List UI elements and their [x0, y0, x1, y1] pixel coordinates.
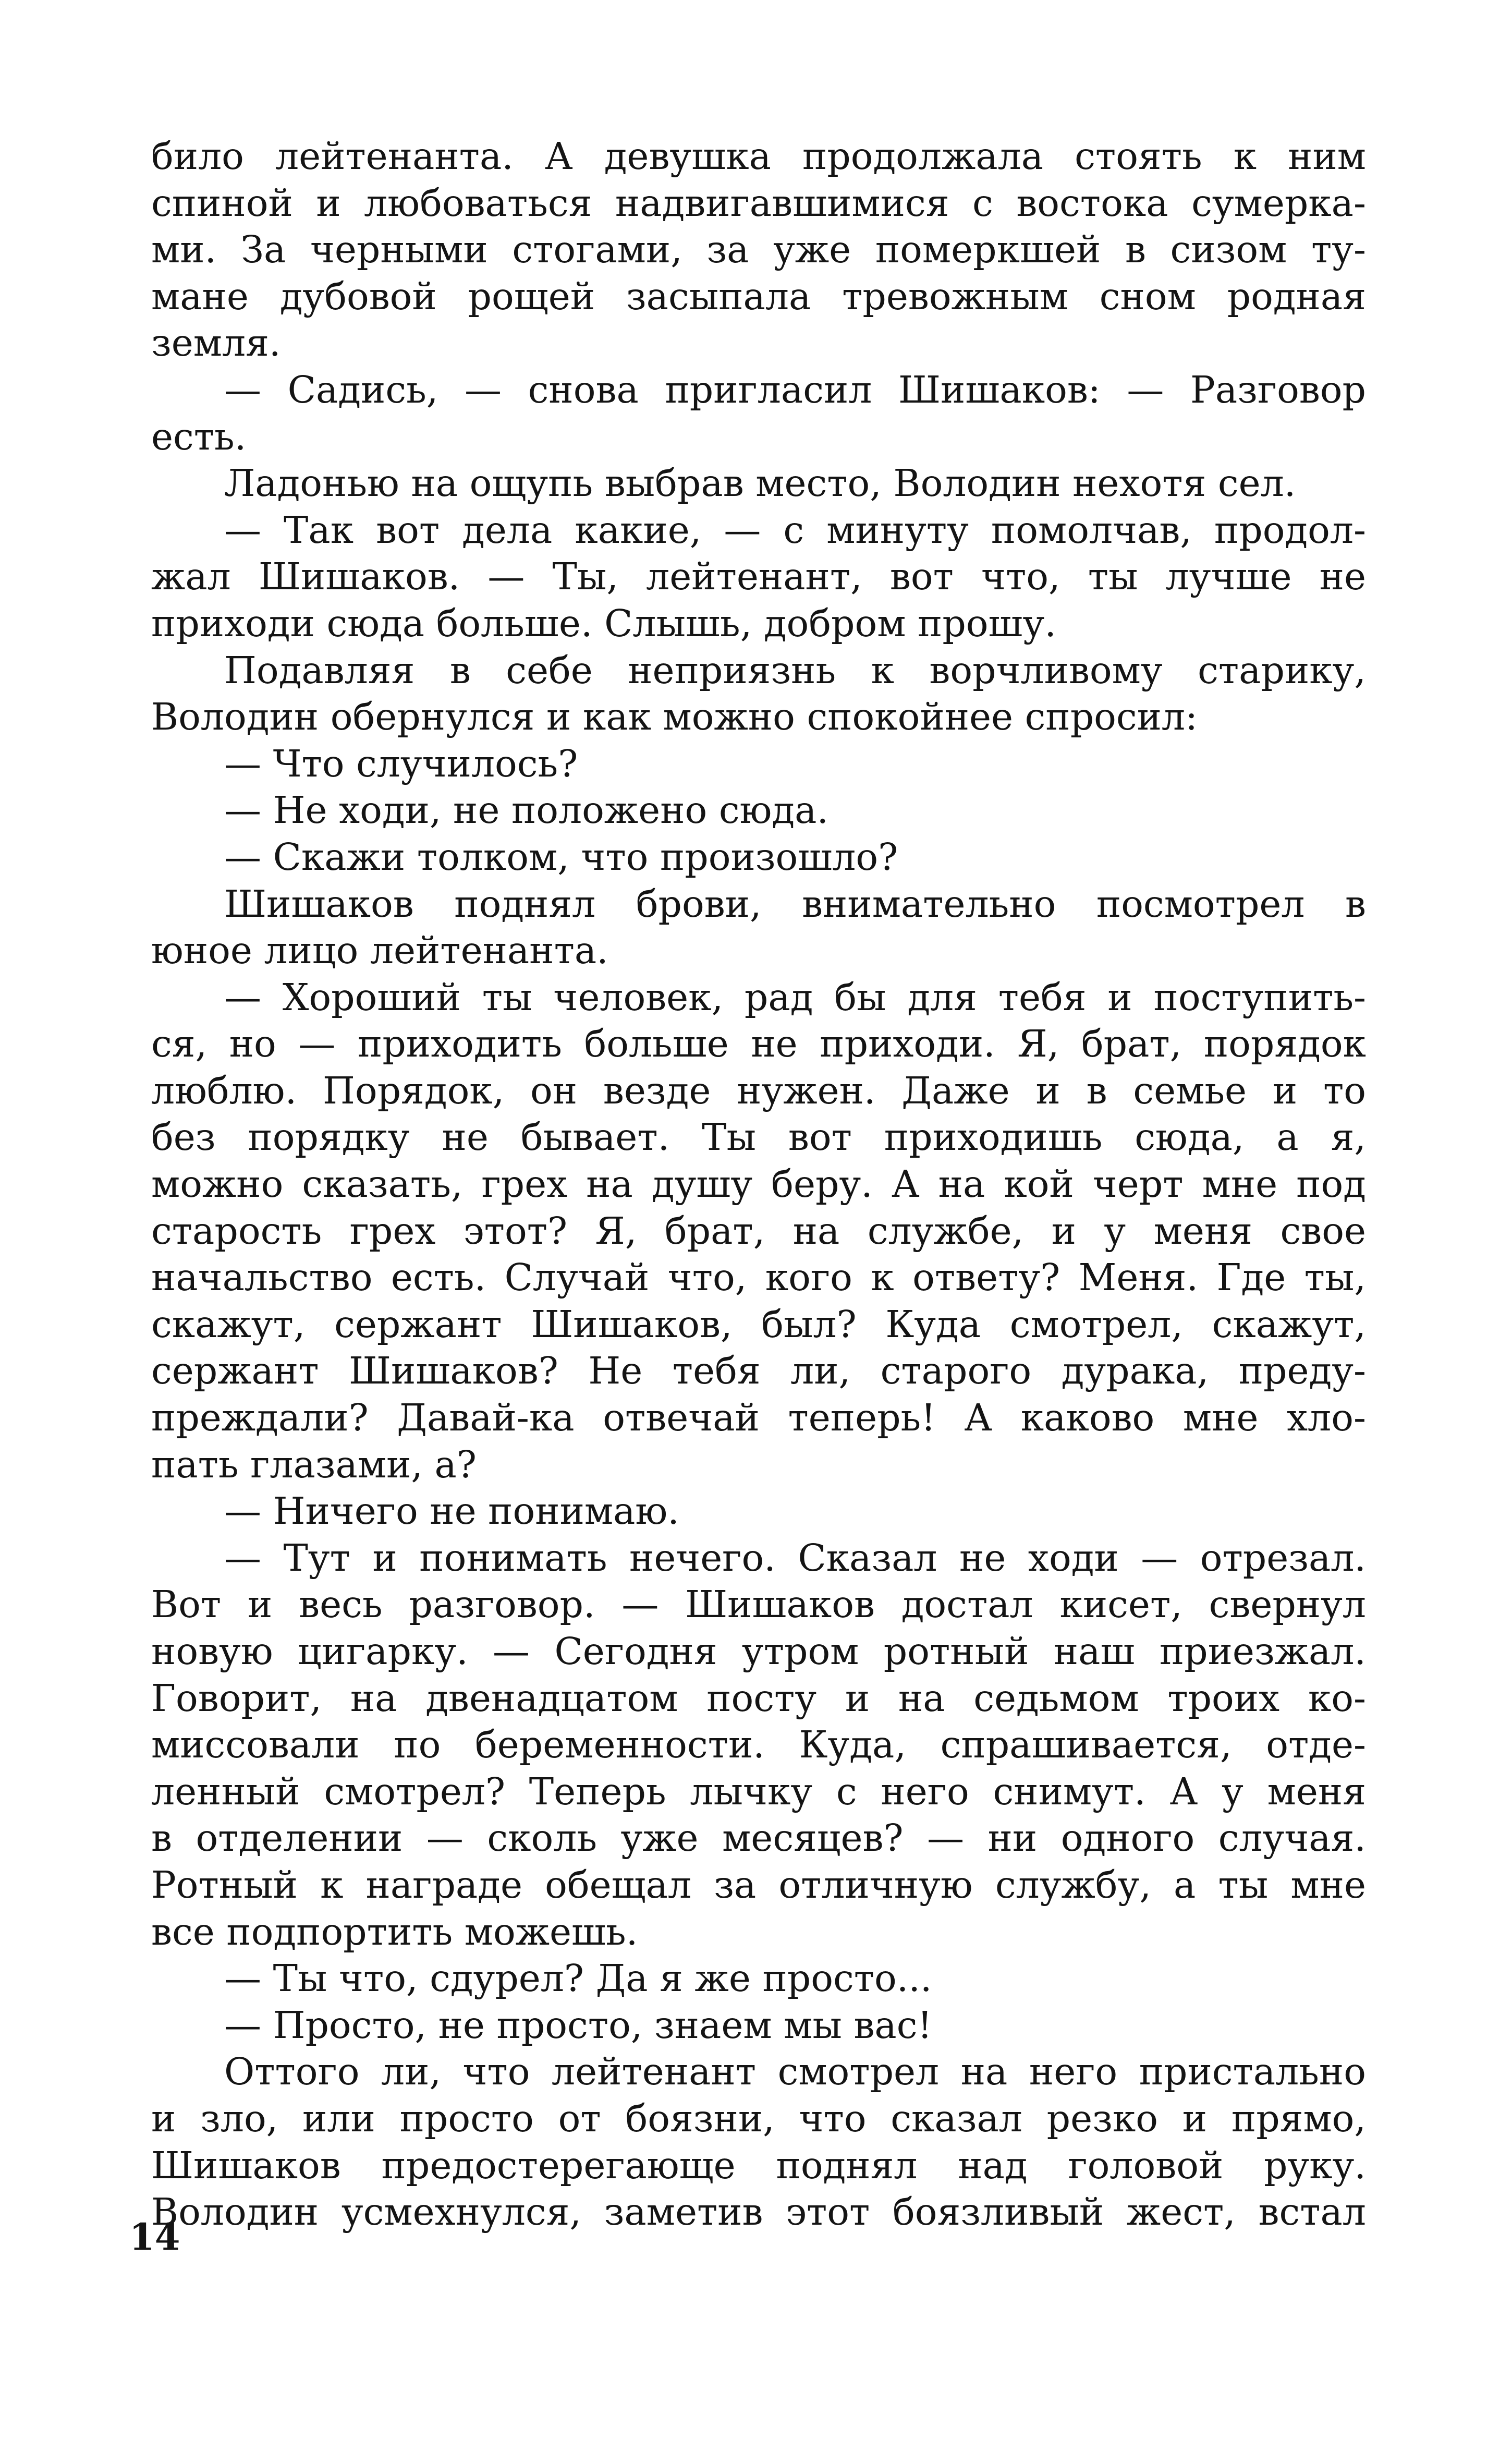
- text-line: можно сказать, грех на душу беру. А на кой черт мне под: [151, 1162, 1366, 1206]
- text-line: — Что случилось?: [224, 742, 578, 785]
- text-line: — Ты что, сдурел? Да я же просто...: [224, 1957, 932, 2000]
- text-line: Ротный к награде обещал за отличную службу, а ты мне: [151, 1863, 1366, 1907]
- text-line: — Не ходи, не положено сюда.: [224, 788, 829, 832]
- text-line: все подпортить можешь.: [151, 1910, 638, 1953]
- text-line: ленный смотрел? Теперь лычку с него снимут. А у меня: [151, 1769, 1366, 1813]
- text-line: — Так вот дела какие, — с минуту помолчав, продол-: [224, 508, 1366, 552]
- text-line: люблю. Порядок, он везде нужен. Даже и в семье и то: [151, 1069, 1366, 1112]
- page-number: 14: [129, 2215, 180, 2259]
- text-line: — Садись, — снова пригласил Шишаков: — Разговор: [224, 368, 1366, 411]
- text-line: Шишаков предостерегающе поднял над головой руку.: [151, 2143, 1366, 2187]
- text-line: и зло, или просто от боязни, что сказал резко и прямо,: [151, 2096, 1366, 2140]
- text-line: — Хороший ты человек, рад бы для тебя и поступить-: [224, 975, 1366, 1019]
- text-line: — Ничего не понимаю.: [224, 1489, 679, 1533]
- text-line: — Просто, не просто, знаем мы вас!: [224, 2003, 933, 2047]
- text-line: миссовали по беременности. Куда, спрашивается, отде-: [151, 1723, 1366, 1767]
- text-line: есть.: [151, 415, 247, 458]
- text-line: начальство есть. Случай что, кого к ответу? Меня. Где ты,: [151, 1256, 1366, 1300]
- text-line: приходи сюда больше. Слышь, добром прошу.: [151, 601, 1056, 645]
- text-line: преждали? Давай-ка отвечай теперь! А каково мне хло-: [151, 1396, 1366, 1440]
- text-line: Володин усмехнулся, заметив этот боязливый жест, встал: [151, 2190, 1366, 2234]
- text-line: земля.: [151, 321, 281, 365]
- body-text: [151, 133, 1366, 2236]
- text-line: Ладонью на ощупь выбрав место, Володин нехотя сел.: [224, 462, 1296, 505]
- text-line: новую цигарку. — Сегодня утром ротный наш приезжал.: [151, 1630, 1366, 1673]
- text-line: Говорит, на двенадцатом посту и на седьмом троих ко-: [151, 1676, 1366, 1720]
- text-line: — Тут и понимать нечего. Сказал не ходи — отрезал.: [224, 1536, 1366, 1580]
- text-line: Оттого ли, что лейтенант смотрел на него пристально: [224, 2050, 1366, 2094]
- text-line: било лейтенанта. А девушка продолжала стоять к ним: [151, 135, 1366, 178]
- text-line: скажут, сержант Шишаков, был? Куда смотрел, скажут,: [151, 1302, 1366, 1346]
- text-line: без порядку не бывает. Ты вот приходишь сюда, а я,: [151, 1115, 1366, 1159]
- text-line: сержант Шишаков? Не тебя ли, старого дурака, преду-: [151, 1349, 1366, 1393]
- text-line: в отделении — сколь уже месяцев? — ни одного случая.: [151, 1816, 1366, 1860]
- text-line: Подавляя в себе неприязнь к ворчливому старику,: [224, 648, 1366, 692]
- text-line: — Скажи толком, что произошло?: [224, 835, 898, 879]
- text-line: Володин обернулся и как можно спокойнее спросил:: [151, 695, 1198, 739]
- text-line: спиной и любоваться надвигавшимися с востока сумерка-: [151, 181, 1366, 225]
- text-line: ся, но — приходить больше не приходи. Я, брат, порядок: [151, 1022, 1366, 1066]
- text-line: Вот и весь разговор. — Шишаков достал кисет, свернул: [151, 1583, 1366, 1627]
- text-line: Шишаков поднял брови, внимательно посмотрел в: [224, 882, 1366, 926]
- text-line: пать глазами, а?: [151, 1442, 477, 1486]
- text-line: старость грех этот? Я, брат, на службе, и у меня свое: [151, 1209, 1366, 1253]
- text-line: мане дубовой рощей засыпала тревожным сном родная: [151, 274, 1366, 318]
- text-line: ми. За черными стогами, за уже померкшей в сизом ту-: [151, 228, 1366, 272]
- text-line: юное лицо лейтенанта.: [151, 929, 608, 973]
- text-line: жал Шишаков. — Ты, лейтенант, вот что, ты лучше не: [151, 555, 1366, 599]
